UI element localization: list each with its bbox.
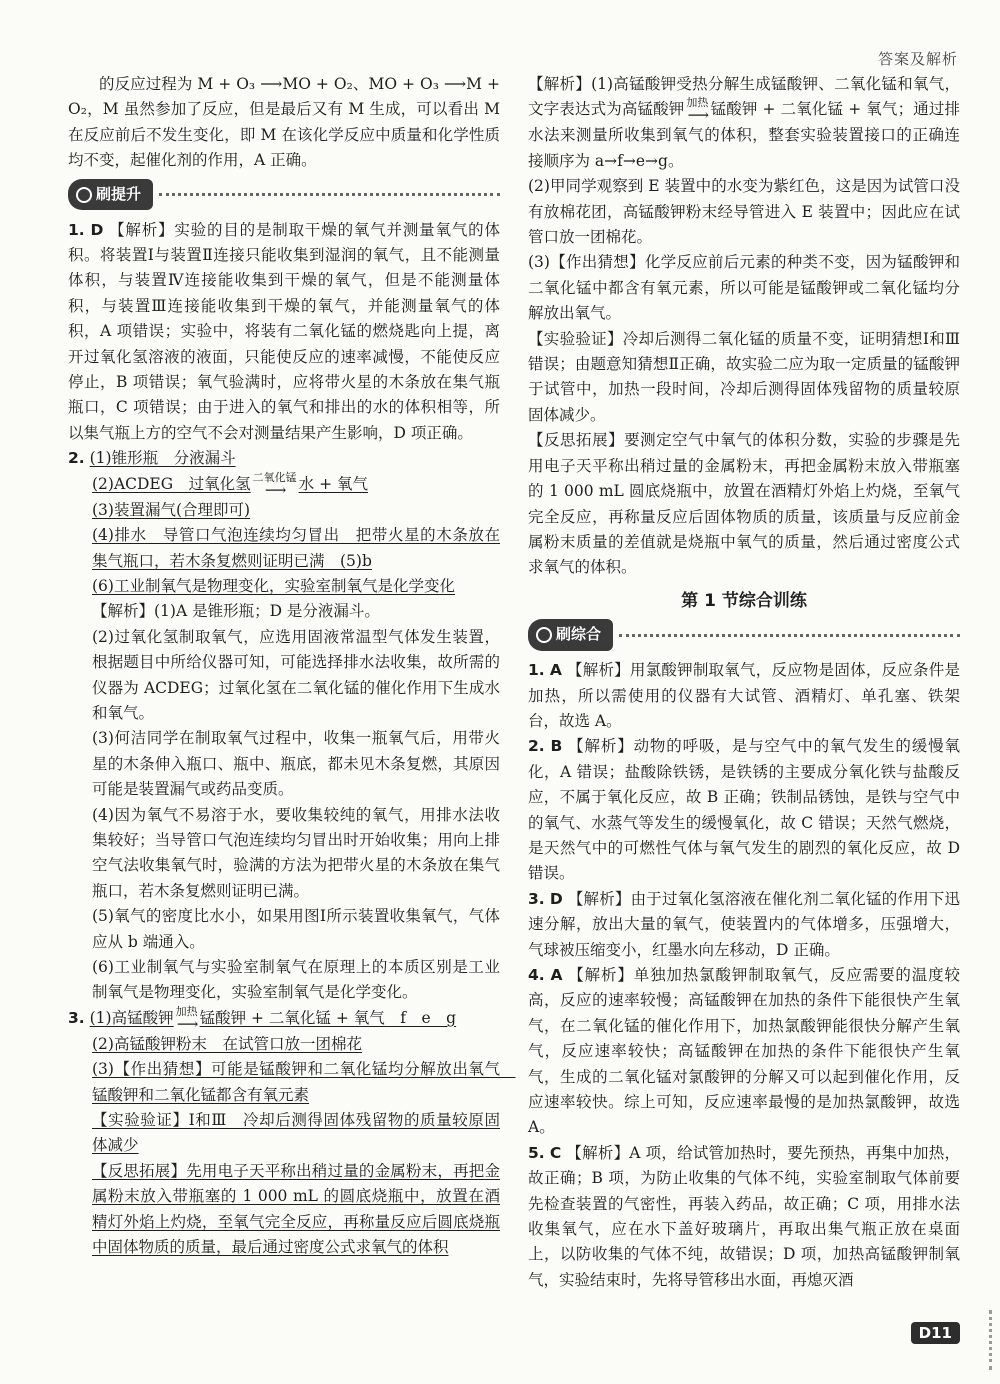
- answer-line: (4)排水 导管口气泡连续均匀冒出 把带火星的木条放在集气瓶口，若木条复燃则证明已满 (5)b: [92, 526, 500, 570]
- banner-tag: [68, 179, 153, 210]
- corner-dots: [963, 1310, 992, 1370]
- arrow-glyph: ⟶: [687, 106, 708, 125]
- question-2-a4: [68, 523, 500, 574]
- answer-letter: A: [550, 966, 563, 984]
- dotted-divider: [159, 193, 500, 196]
- page-header: 答案及解析: [877, 50, 958, 68]
- answer-line: (3)【作出猜想】可能是锰酸钾和二氧化锰均分解放出氧气 锰酸钾和二氧化锰都含有氧元素: [92, 1060, 516, 1104]
- section-title: 第 1 节综合训练: [681, 590, 807, 611]
- answer-line: 水 + 氧气: [298, 474, 368, 493]
- banner-label: 刷提升: [96, 184, 142, 203]
- question-number: 3.: [68, 1008, 85, 1027]
- explanation: (2)甲同学观察到 E 装置中的水变为紫红色，这是因为试管口没有放棉花团，高锰酸钾粉末经导管进入 E 装置中；因此应在试管口放一团棉花。: [528, 177, 960, 247]
- answer-letter: A: [549, 661, 562, 680]
- answer-letter: D: [549, 889, 563, 908]
- question-4: [528, 963, 960, 1141]
- question-number: 5.: [528, 1143, 545, 1162]
- explanation: 【解析】用氯酸钾制取氧气，反应物是固体，反应条件是加热，所以需使用的仪器有大试管、酒精灯、单孔塞、铁架台，故选 A。: [528, 661, 960, 730]
- answer-line: (2)ACDEG 过氧化氢: [92, 474, 251, 493]
- reaction-condition: 加热: [686, 96, 709, 110]
- banner-label: 刷综合: [556, 625, 602, 644]
- explanation: [528, 72, 960, 174]
- section-banner-tisheng: [68, 180, 500, 210]
- answer-letter: D: [90, 220, 104, 239]
- explanation: (5)氧气的密度比水小，如果用图Ⅰ所示装置收集氧气，气体应从 b 端通入。: [92, 907, 500, 951]
- answer-letter: C: [549, 1143, 562, 1162]
- question-number: 2.: [528, 737, 545, 756]
- intro-paragraph: 的反应过程为 M + O₃ ⟶MO + O₂、MO + O₃ ⟶M + O₂，M 虽然参加了反应，但是最后又有 M 生成，可以看出 M 在反应前后不发生变化，即 M 在该化学反应中质量和化学性质均不变，起催化剂的作用，A 正确。: [68, 75, 500, 170]
- question-number: 4.: [528, 966, 545, 984]
- answer-line: 锰酸钾 + 二氧化锰 + 氧气 f e g: [199, 1008, 457, 1027]
- explanation: 【解析】单独加热氯酸钾制取氧气，反应需要的温度较高，反应的速率较慢；高锰酸钾在加热的条件下能很快产生氧气，在二氧化锰的催化作用下，加热氯酸钾能很快分解产生氧气，反应速率较快；高锰酸钾在加热的条件下能很快产生氧气，生成的二氧化锰对氯酸钾的分解又可以起到催化作用，反应速率较快。综上可知，反应速率最慢的是加热氯酸钾，故选 A。: [528, 966, 960, 1137]
- reaction-arrow: [253, 472, 297, 498]
- answer-line: (2)高锰酸钾粉末 在试管口放一团棉花: [92, 1034, 362, 1053]
- question-number: 3.: [528, 889, 545, 908]
- reaction-arrow: [686, 97, 708, 123]
- answer-line: (6)工业制氧气是物理变化，实验室制氧气是化学变化: [92, 576, 455, 595]
- answer-line: (1)锥形瓶 分液漏斗: [89, 449, 236, 468]
- explanation: 【解析】由于过氧化氢溶液在催化剂二氧化锰的作用下迅速分解，放出大量的氧气，使装置内的气体增多，压强增大，气球被压缩变小，红墨水向左移动，D 正确。: [528, 889, 960, 959]
- explanation: (6)工业制氧气与实验室制氧气在原理上的本质区别是工业制氧气是物理变化，实验室制氧气是化学变化。: [92, 958, 500, 1002]
- explanation: 【解析】(1)A 是锥形瓶；D 是分液漏斗。: [92, 602, 380, 621]
- question-number: 1.: [68, 220, 85, 239]
- answer-line: 【反思拓展】先用电子天平称出稍过量的金属粉末，再把金属粉末放入带瓶塞的 1 000 mL 的圆底烧瓶中，放置在酒精灯外焰上灼烧，至氧气完全反应，再称量反应后圆底烧瓶中固体物质的质量，最后通过密度公式求氧气的体积: [92, 1161, 500, 1257]
- explanation: (4)因为氧气不易溶于水，要收集较纯的氧气，用排水法收集较好；当导管口气泡连续均匀冒出时开始收集；用向上排空气法收集氧气时，验满的方法为把带火星的木条放在集气瓶口，若木条复燃则证明已满。: [92, 805, 500, 900]
- explanation: 【解析】动物的呼吸，是与空气中的氧气发生的缓慢氧化，A 错误；盐酸除铁锈，是铁锈的主要成分氧化铁与盐酸反应，不属于氧化反应，故 B 正确；铁制品锈蚀，是铁与空气中的氧气、水蒸气等发生的缓慢氧化，故 C 错误；天然气燃烧，是天然气中的可燃性气体与氧气发生的剧烈的氧化反应，故 D 错误。: [528, 737, 960, 883]
- arrow-glyph: ⟶: [264, 480, 285, 499]
- explanation: 【解析】A 项，给试管加热时，要先预热，再集中加热，故正确；B 项，为防止收集的气体不纯，实验室制取气体前要先检查装置的气密性，再装入药品，故正确；C 项，用排水法收集氧气，应在水下盖好玻璃片，再取出集气瓶正放在桌面上，以防收集的气体不纯，故错误；D 项，加热高锰酸钾制氧气，实验结束时，先将导管移出水面，再熄灭酒: [528, 1143, 960, 1289]
- reaction-arrow: [176, 1006, 198, 1032]
- explanation: 【反思拓展】要测定空气中氧气的体积分数，实验的步骤是先用电子天平称出稍过量的金属粉末，再把金属粉末放入带瓶塞的 1 000 mL 圆底烧瓶中，放置在酒精灯外焰上灼烧，至氧气完全反应，再称量反应后固体物质的质量，该质量与反应前金属粉末质量的差值就是烧瓶中氧气的质量，然后通过密度公式求氧气的体积。: [528, 431, 960, 577]
- pen-icon: [536, 627, 552, 643]
- explanation: (2)过氧化氢制取氧气，应选用固液常温型气体发生装置，根据题目中所给仪器可知，可能选择排水法收集，故所需的仪器为 ACDEG；过氧化氢在二氧化锰的催化作用下生成水和氧气。: [92, 627, 500, 722]
- section-banner-zonghe: [528, 620, 960, 650]
- answer-letter: B: [550, 737, 563, 756]
- banner-tag: [528, 619, 613, 650]
- answer-line: (3)装置漏气(合理即可): [92, 500, 251, 519]
- question-3-a1: [68, 1006, 500, 1032]
- dotted-divider: [619, 634, 960, 637]
- answer-line: 【实验验证】Ⅰ和Ⅲ 冷却后测得固体残留物的质量较原固体减少: [92, 1111, 500, 1155]
- left-column: [68, 72, 516, 1260]
- reaction-condition: 加热: [175, 1004, 198, 1018]
- question-2-a1: [68, 446, 500, 471]
- question-3: [528, 887, 960, 963]
- right-column: [528, 72, 960, 1293]
- question-number: 1.: [528, 661, 545, 680]
- question-3-a4: [68, 1108, 500, 1159]
- explanation-text: 锰酸钾 + 二氧化锰 + 氧气；通过排水法来测量所收集到氧气的体积，整套实验装置接口的正确连接顺序为 a→f→e→g。: [528, 100, 960, 170]
- explanation: 【解析】实验的目的是制取干燥的氧气并测量氧气的体积。将装置Ⅰ与装置Ⅱ连接只能收集到湿润的氧气，且不能测量体积，与装置Ⅳ连接能收集到干燥的氧气，但是不能测量体积，与装置Ⅲ连接能收集到干燥的氧气，并能测量氧气的体积，A 项错误；实验中，将装有二氧化锰的燃烧匙向上提，离开过氧化氢溶液的液面，只能使反应的速率减慢，不能使反应停止，B 项错误；氧气验满时，应将带火星的木条放在集气瓶瓶口，C 项错误；由于进入的氧气和排出的水的体积相等，所以集气瓶上方的空气不会对测量结果产生影响，D 项正确。: [68, 220, 500, 442]
- arrow-glyph: ⟶: [176, 1014, 197, 1033]
- question-5: [528, 1141, 960, 1293]
- explanation: (3)【作出猜想】化学反应前后元素的种类不变，因为锰酸钾和二氧化锰中都含有氧元素，所以可能是锰酸钾或二氧化锰均分解放出氧气。: [528, 253, 960, 323]
- question-1: [68, 218, 500, 447]
- question-2-a6: [68, 574, 500, 599]
- answer-line: (1)高锰酸钾: [89, 1008, 174, 1027]
- explanation: (3)何洁同学在制取氧气过程中，收集一瓶氧气后，用带火星的木条伸入瓶口、瓶中、瓶底，都未见木条复燃，其原因可能是装置漏气或药品变质。: [92, 729, 500, 799]
- page-number: D11: [911, 1322, 960, 1344]
- pen-icon: [76, 187, 92, 203]
- question-2: [528, 734, 960, 886]
- explanation-text: 【解析】(1)高锰酸钾受热分解生成锰酸钾、二氧化锰和氧气，文字表达式为高锰酸钾: [528, 75, 960, 119]
- question-1: [528, 658, 960, 734]
- reaction-condition: 二氧化锰: [252, 470, 297, 484]
- question-2-a2: [68, 472, 500, 498]
- question-3-a3: [68, 1057, 516, 1108]
- question-2-a3: [68, 498, 500, 523]
- question-3-a2: [68, 1032, 500, 1057]
- question-number: 2.: [68, 449, 85, 468]
- explanation: 【实验验证】冷却后测得二氧化锰的质量不变，证明猜想Ⅰ和Ⅲ错误；由题意知猜想Ⅱ正确，故实验二应为取一定质量的锰酸钾于试管中，加热一段时间，冷却后测得固体残留物的质量较原固体减少。: [528, 329, 960, 424]
- question-3-a5: [68, 1159, 500, 1261]
